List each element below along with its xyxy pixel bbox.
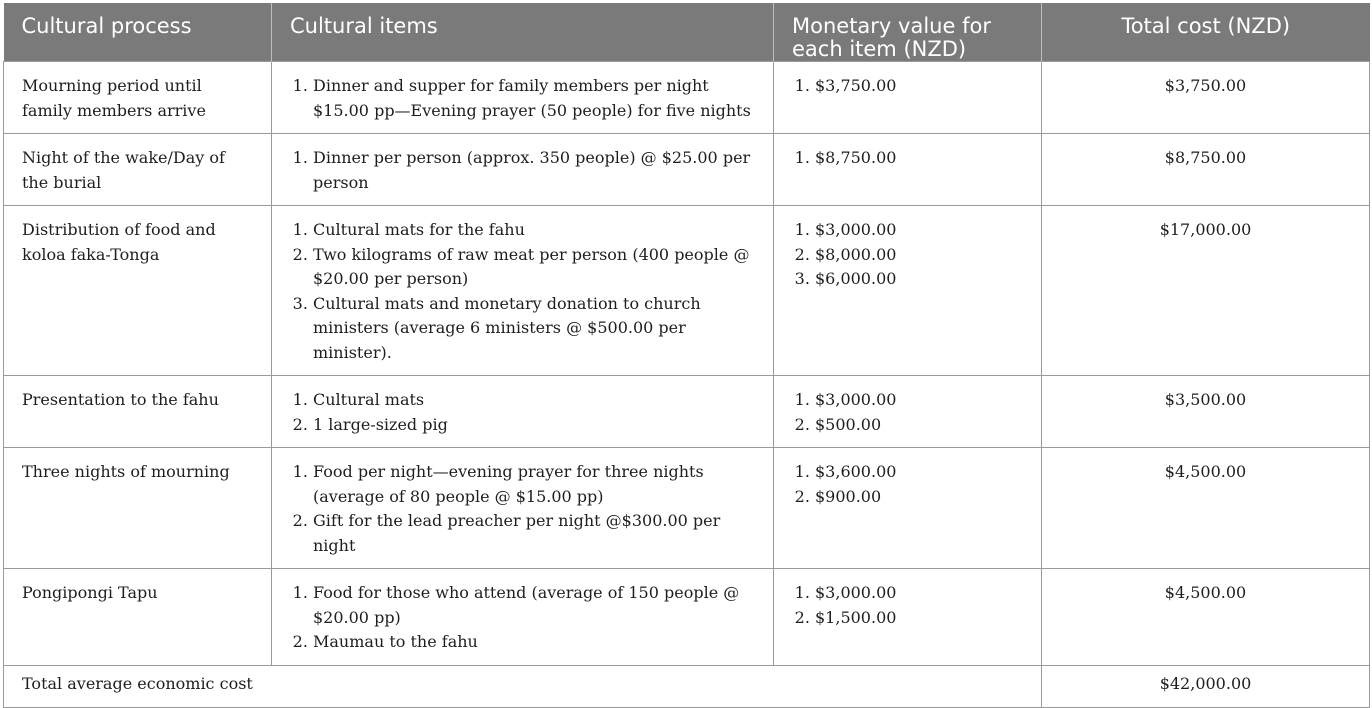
process-cell: Pongipongi Tapu xyxy=(4,569,272,666)
values-cell xyxy=(774,569,1042,666)
list-item: 2. $900.00 xyxy=(815,485,1023,510)
values-cell xyxy=(774,134,1042,206)
values-list xyxy=(792,74,1023,99)
values-list xyxy=(792,388,1023,437)
total-cell: $4,500.00 xyxy=(1042,448,1370,569)
table-row xyxy=(4,134,1370,206)
items-cell xyxy=(272,448,774,569)
total-cell: $3,500.00 xyxy=(1042,376,1370,448)
process-cell: Presentation to the fahu xyxy=(4,376,272,448)
list-item: 1. $3,600.00 xyxy=(815,460,1023,485)
cost-table-container xyxy=(3,3,1369,708)
cost-table xyxy=(3,3,1370,708)
values-list xyxy=(792,146,1023,171)
list-item: 2. $500.00 xyxy=(815,413,1023,438)
total-label: Total average economic cost xyxy=(4,665,1042,707)
total-cell: $8,750.00 xyxy=(1042,134,1370,206)
values-cell xyxy=(774,448,1042,569)
header-cultural-process: Cultural process xyxy=(4,3,272,62)
total-cell: $3,750.00 xyxy=(1042,62,1370,134)
table-row xyxy=(4,448,1370,569)
list-item: 1. $3,000.00 xyxy=(815,388,1023,413)
items-cell xyxy=(272,569,774,666)
header-row xyxy=(4,3,1370,62)
list-item: 1. Dinner and supper for family members per night $15.00 pp—Evening prayer (50 people) for five nights xyxy=(313,74,755,123)
items-list xyxy=(290,388,755,437)
list-item: 2. Maumau to the fahu xyxy=(313,630,755,655)
list-item: 1. Dinner per person (approx. 350 people) @ $25.00 per person xyxy=(313,146,755,195)
items-cell xyxy=(272,62,774,134)
list-item: 2. Gift for the lead preacher per night @$300.00 per night xyxy=(313,509,755,558)
items-cell xyxy=(272,206,774,376)
list-item: 1. $8,750.00 xyxy=(815,146,1023,171)
list-item: 1. Cultural mats xyxy=(313,388,755,413)
grand-total: $42,000.00 xyxy=(1042,665,1370,707)
table-row xyxy=(4,206,1370,376)
list-item: 2. $8,000.00 xyxy=(815,243,1023,268)
total-cell: $4,500.00 xyxy=(1042,569,1370,666)
values-list xyxy=(792,581,1023,630)
table-row xyxy=(4,62,1370,134)
values-cell xyxy=(774,376,1042,448)
header-cultural-items: Cultural items xyxy=(272,3,774,62)
values-list xyxy=(792,218,1023,292)
list-item: 1. $3,000.00 xyxy=(815,218,1023,243)
list-item: 1. $3,000.00 xyxy=(815,581,1023,606)
values-list xyxy=(792,460,1023,509)
total-row xyxy=(4,665,1370,707)
items-list xyxy=(290,74,755,123)
list-item: 2. Two kilograms of raw meat per person (400 people @ $20.00 per person) xyxy=(313,243,755,292)
header-total-cost: Total cost (NZD) xyxy=(1042,3,1370,62)
items-list xyxy=(290,218,755,365)
process-cell: Night of the wake/Day of the burial xyxy=(4,134,272,206)
list-item: 1. $3,750.00 xyxy=(815,74,1023,99)
table-row xyxy=(4,376,1370,448)
process-cell: Distribution of food and koloa faka-Tonga xyxy=(4,206,272,376)
list-item: 1. Food per night—evening prayer for three nights (average of 80 people @ $15.00 pp) xyxy=(313,460,755,509)
list-item: 3. $6,000.00 xyxy=(815,267,1023,292)
process-cell: Mourning period until family members arrive xyxy=(4,62,272,134)
header-monetary-value: Monetary value for each item (NZD) xyxy=(774,3,1042,62)
items-list xyxy=(290,581,755,655)
table-row xyxy=(4,569,1370,666)
values-cell xyxy=(774,206,1042,376)
list-item: 1. Food for those who attend (average of 150 people @ $20.00 pp) xyxy=(313,581,755,630)
process-cell: Three nights of mourning xyxy=(4,448,272,569)
values-cell xyxy=(774,62,1042,134)
items-list xyxy=(290,460,755,558)
list-item: 2. 1 large-sized pig xyxy=(313,413,755,438)
list-item: 2. $1,500.00 xyxy=(815,606,1023,631)
total-cell: $17,000.00 xyxy=(1042,206,1370,376)
items-cell xyxy=(272,134,774,206)
list-item: 1. Cultural mats for the fahu xyxy=(313,218,755,243)
items-list xyxy=(290,146,755,195)
list-item: 3. Cultural mats and monetary donation to church ministers (average 6 ministers @ $500.00 per minister). xyxy=(313,292,755,366)
items-cell xyxy=(272,376,774,448)
